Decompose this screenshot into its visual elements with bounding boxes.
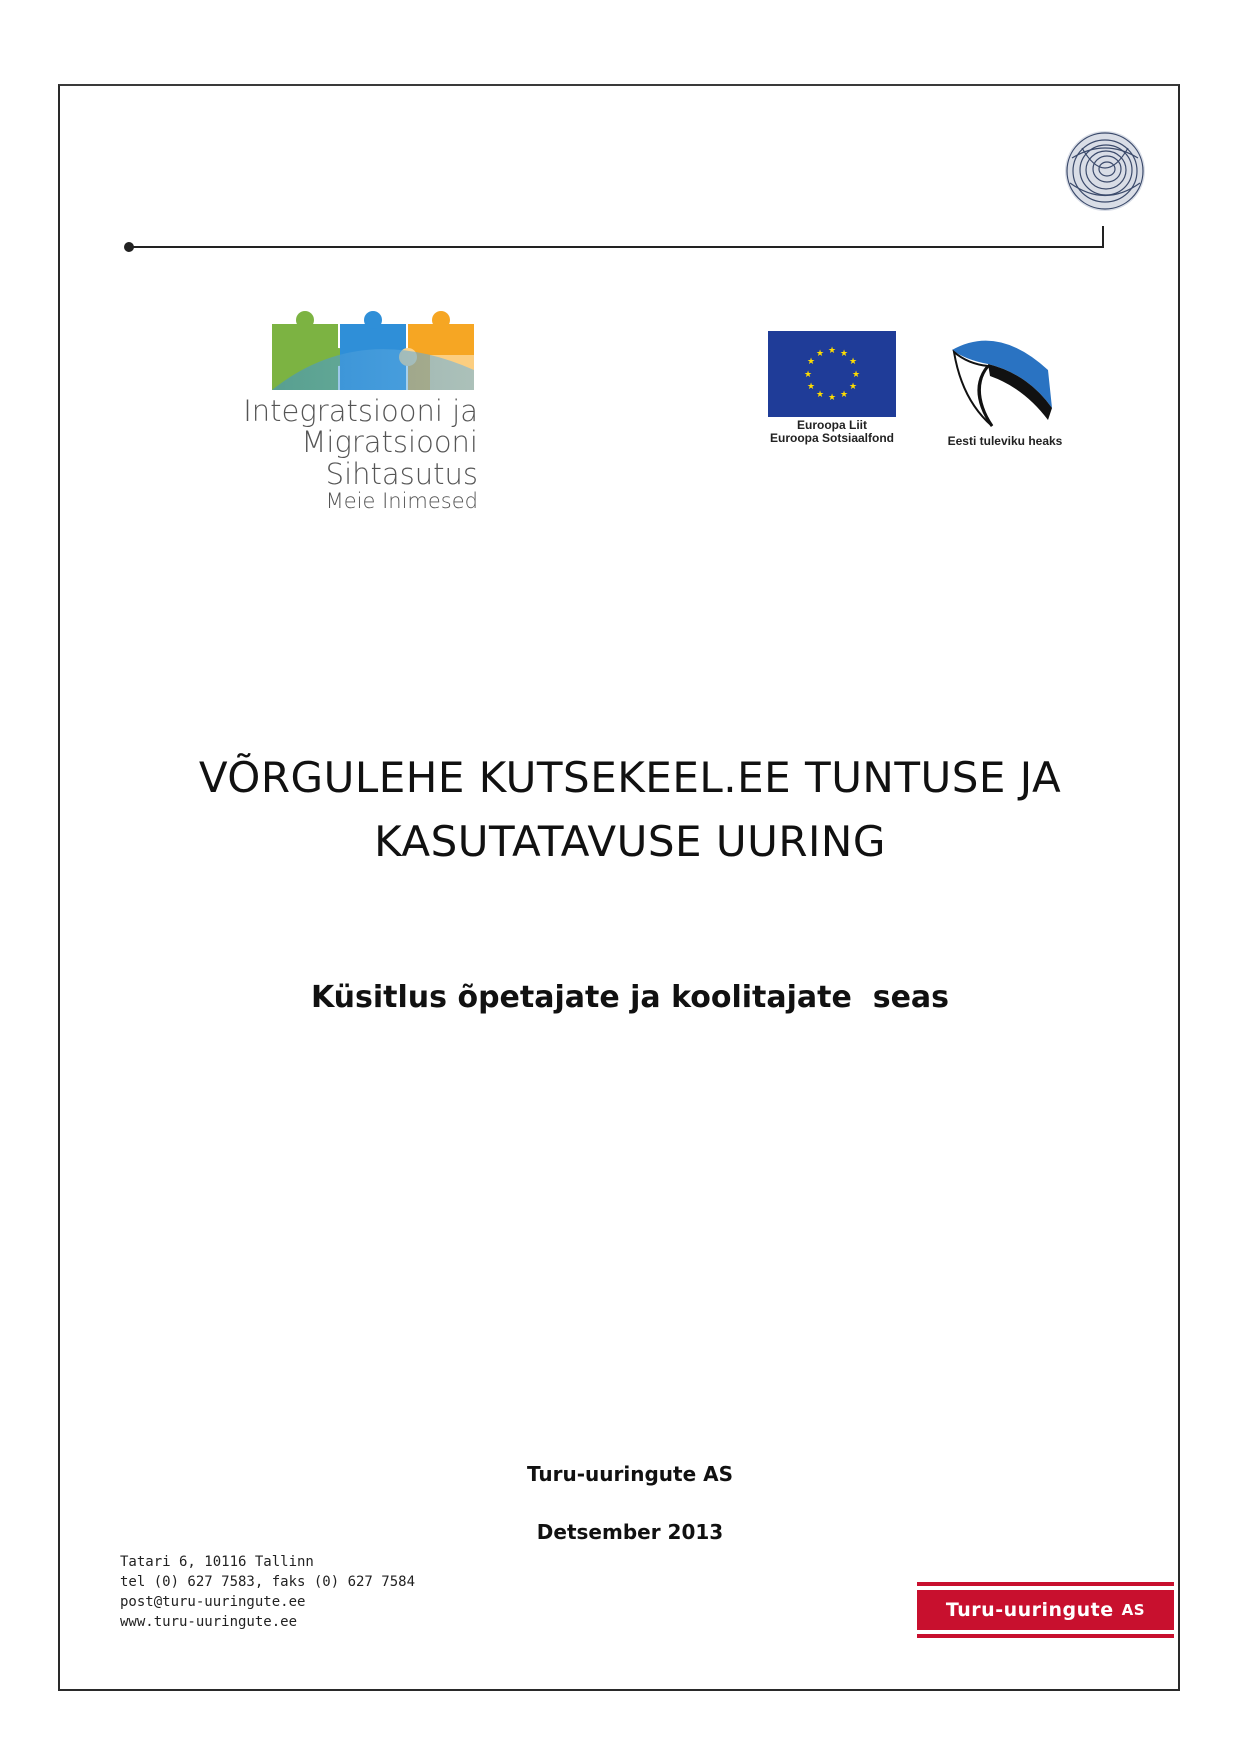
turu-uuringute-logo: [917, 1582, 1174, 1638]
header-line-hook: [1102, 226, 1104, 248]
address-phone: tel (0) 627 7583, faks (0) 627 7584: [120, 1574, 416, 1590]
ims-logo-text: [160, 396, 478, 513]
svg-text:★: ★: [815, 349, 825, 359]
address-email: post@turu-uuringute.ee: [120, 1594, 306, 1610]
svg-text:★: ★: [848, 382, 858, 392]
svg-text:★: ★: [827, 393, 837, 403]
estonia-swoosh-logo: [948, 330, 1060, 430]
ims-line-2: Migratsiooni Sihtasutus: [301, 425, 478, 491]
estonia-caption: Eesti tuleviku heaks: [947, 434, 1063, 448]
ims-puzzle-logo: [270, 300, 480, 392]
svg-text:★: ★: [827, 346, 837, 356]
fingerprint-icon: [1062, 128, 1148, 214]
title-line-1: VÕRGULEHE KUTSEKEEL.EE TUNTUSE JA: [198, 753, 1062, 802]
svg-text:★: ★: [806, 382, 816, 392]
svg-text:★: ★: [803, 370, 813, 380]
brand-suffix: AS: [1121, 1601, 1146, 1619]
eu-flag-logo: [768, 331, 896, 417]
brand-stripe-bottom: [917, 1634, 1174, 1638]
svg-text:★: ★: [806, 357, 816, 367]
document-title: [110, 746, 1150, 874]
page-frame: [58, 84, 1180, 1691]
svg-text:★: ★: [851, 370, 861, 380]
svg-text:★: ★: [815, 390, 825, 400]
svg-text:★: ★: [839, 349, 849, 359]
brand-name: Turu-uuringute: [945, 1599, 1114, 1621]
eu-caption-line-2: Euroopa Sotsiaalfond: [769, 431, 894, 446]
svg-text:★: ★: [848, 357, 858, 367]
brand-band: [917, 1590, 1174, 1630]
address-web: www.turu-uuringute.ee: [120, 1614, 298, 1630]
contact-address: [120, 1552, 480, 1632]
ims-line-1: Integratsiooni ja: [243, 394, 478, 428]
brand-stripe-top: [917, 1582, 1174, 1586]
eu-caption: [748, 419, 916, 446]
svg-text:★: ★: [839, 390, 849, 400]
document-subtitle: Küsitlus õpetajate ja koolitajate seas: [310, 980, 950, 1015]
eu-caption-line-1: Euroopa Liit: [797, 418, 867, 432]
title-line-2: KASUTATAVUSE UURING: [374, 817, 886, 866]
document-date: Detsember 2013: [536, 1520, 724, 1544]
header-line: [128, 246, 1104, 248]
ims-line-3: Meie Inimesed: [325, 488, 478, 513]
company-name: Turu-uuringute AS: [526, 1462, 734, 1486]
address-street: Tatari 6, 10116 Tallinn: [120, 1554, 314, 1570]
